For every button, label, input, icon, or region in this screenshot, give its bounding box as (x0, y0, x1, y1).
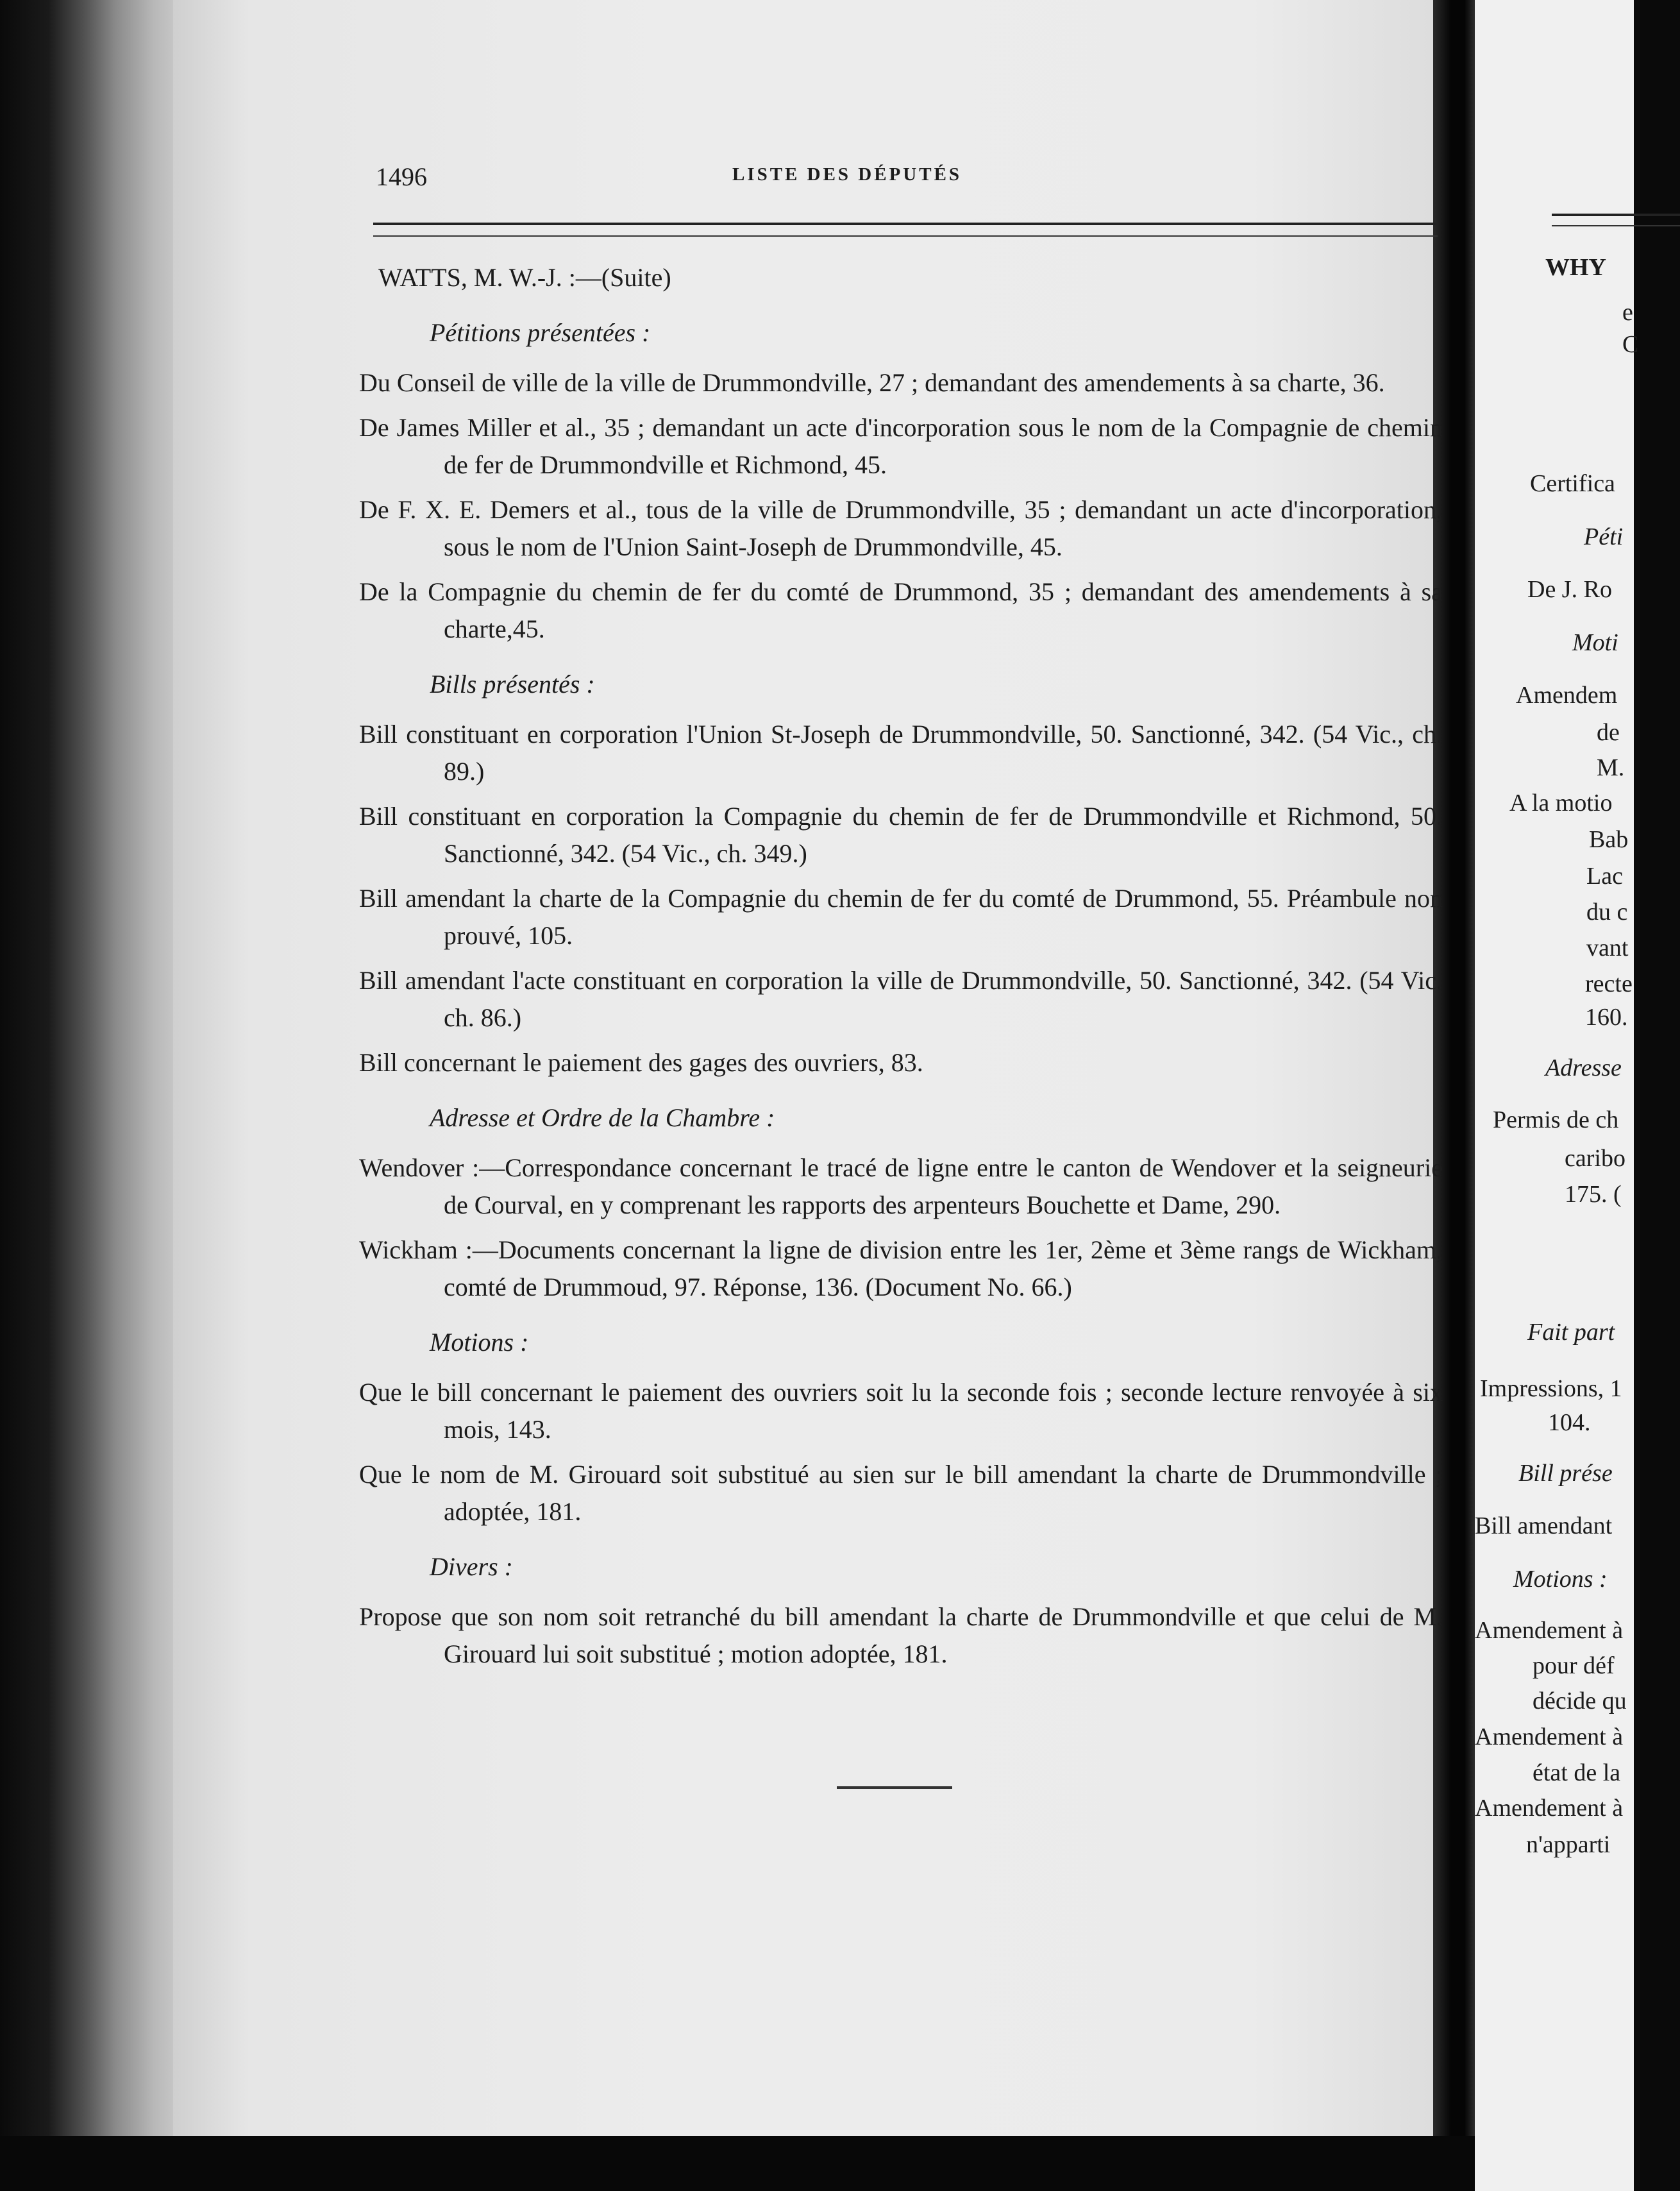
adjacent-text: recte (1585, 970, 1633, 997)
header-double-rule (373, 223, 1438, 237)
section-title: Pétitions présentées : (430, 318, 651, 347)
adjacent-text: WHY (1545, 254, 1606, 281)
list-item: Wendover :—Correspondance concernant le tracé de ligne entre le canton de Wendover et la seigneurie de Courval, en y comprenant les rapports des arpenteurs Bouchette et Dame, 290. (359, 1153, 1443, 1219)
adjacent-text: Amendem (1516, 682, 1618, 709)
adjacent-text: Motions : (1513, 1566, 1608, 1593)
adjacent-text: 104. (1548, 1409, 1591, 1436)
adjacent-text: vant (1586, 935, 1629, 961)
adjacent-text: Lac (1586, 863, 1623, 890)
adjacent-text: Amendement à (1475, 1723, 1624, 1750)
section-divers (359, 1548, 1443, 1673)
section-title: Adresse et Ordre de la Chambre : (430, 1103, 775, 1132)
adjacent-text: Permis de ch (1493, 1106, 1619, 1133)
adjacent-text: Bill prése (1518, 1460, 1613, 1487)
section-title: Bills présentés : (430, 670, 595, 698)
end-rule (837, 1786, 952, 1789)
adjacent-text: état de la (1533, 1759, 1621, 1786)
list-item: Que le nom de M. Girouard soit substitué au sien sur le bill amendant la charte de Drummondville ; adoptée, 181. (359, 1460, 1443, 1526)
section-bills (359, 666, 1443, 1081)
adjacent-text: pour déf (1533, 1652, 1615, 1679)
adjacent-header-rule (1552, 214, 1680, 226)
section-adresse (359, 1099, 1443, 1306)
list-item: Bill constituant en corporation l'Union St-Joseph de Drummondville, 50. Sanctionné, 342. (54 Vic., ch. 89.) (359, 720, 1443, 786)
adjacent-text: Amendement à (1475, 1795, 1624, 1822)
adjacent-text: de (1597, 719, 1620, 746)
list-item: De la Compagnie du chemin de fer du comté de Drummond, 35 ; demandant des amendements à sa charte,45. (359, 577, 1443, 643)
book-page-edges (0, 0, 192, 2191)
section-title: Divers : (430, 1552, 513, 1581)
adjacent-text: e (1622, 299, 1633, 326)
adjacent-text: du c (1586, 899, 1628, 926)
adjacent-text: Amendement à (1475, 1617, 1624, 1644)
adjacent-text: Fait part (1527, 1319, 1615, 1346)
section-title: Motions : (430, 1328, 529, 1357)
adjacent-text: Adresse (1545, 1054, 1622, 1081)
adjacent-text: caribo (1565, 1145, 1625, 1172)
list-item: Bill amendant l'acte constituant en corporation la ville de Drummondville, 50. Sanctionné, 342. (54 Vic. ch. 86.) (359, 966, 1443, 1032)
adjacent-text: décide qu (1533, 1688, 1627, 1714)
adjacent-text: Péti (1584, 523, 1624, 550)
adjacent-text: Certifica (1530, 470, 1615, 497)
adjacent-text: Bill amendant (1475, 1512, 1613, 1539)
bottom-shadow (0, 2136, 1475, 2191)
adjacent-text: C (1622, 331, 1639, 358)
list-item: Wickham :—Documents concernant la ligne de division entre les 1er, 2ème et 3ème rangs de Wickham, comté de Drummoud, 97. Réponse, 136. (Document No. 66.) (359, 1235, 1443, 1301)
adjacent-page (1475, 0, 1639, 2191)
list-item: De F. X. E. Demers et al., tous de la ville de Drummondville, 35 ; demandant un acte d'incorporation, sous le nom de l'Union Saint-Joseph de Drummondville, 45. (359, 495, 1443, 561)
list-item: Propose que son nom soit retranché du bill amendant la charte de Drummondville et que celui de M. Girouard lui soit substitué ; motion adoptée, 181. (359, 1602, 1443, 1668)
list-item: Que le bill concernant le paiement des ouvriers soit lu la seconde fois ; seconde lecture renvoyée à six mois, 143. (359, 1378, 1443, 1444)
adjacent-text: Impressions, 1 (1480, 1375, 1622, 1402)
list-item: De James Miller et al., 35 ; demandant un acte d'incorporation sous le nom de la Compagnie de chemin de fer de Drummondville et Richmond, 45. (359, 413, 1443, 479)
section-petitions (359, 314, 1443, 648)
adjacent-text: 175. ( (1565, 1181, 1622, 1208)
main-content (359, 259, 1443, 1679)
section-motions (359, 1324, 1443, 1530)
list-item: Du Conseil de ville de la ville de Drummondville, 27 ; demandant des amendements à sa charte, 36. (359, 368, 1385, 397)
adjacent-text: M. (1597, 754, 1625, 781)
adjacent-text: A la motio (1509, 790, 1613, 816)
list-item: Bill concernant le paiement des gages des ouvriers, 83. (359, 1048, 923, 1077)
adjacent-text: n'apparti (1526, 1831, 1611, 1858)
adjacent-text: 160. (1585, 1004, 1628, 1031)
adjacent-text: Moti (1572, 629, 1618, 656)
list-item: Bill constituant en corporation la Compagnie du chemin de fer de Drummondville et Richmond, 50. Sanctionné, 342. (54 Vic., ch. 349.) (359, 802, 1443, 868)
adjacent-text: De J. Ro (1527, 576, 1612, 603)
page-number: 1496 (376, 162, 427, 191)
page-title: LISTE DES DÉPUTÉS (732, 164, 962, 185)
member-heading: WATTS, M. W.-J. :—(Suite) (378, 263, 671, 292)
list-item: Bill amendant la charte de la Compagnie du chemin de fer du comté de Drummond, 55. Préambule non prouvé, 105. (359, 884, 1443, 950)
adjacent-text: Bab (1589, 826, 1629, 853)
